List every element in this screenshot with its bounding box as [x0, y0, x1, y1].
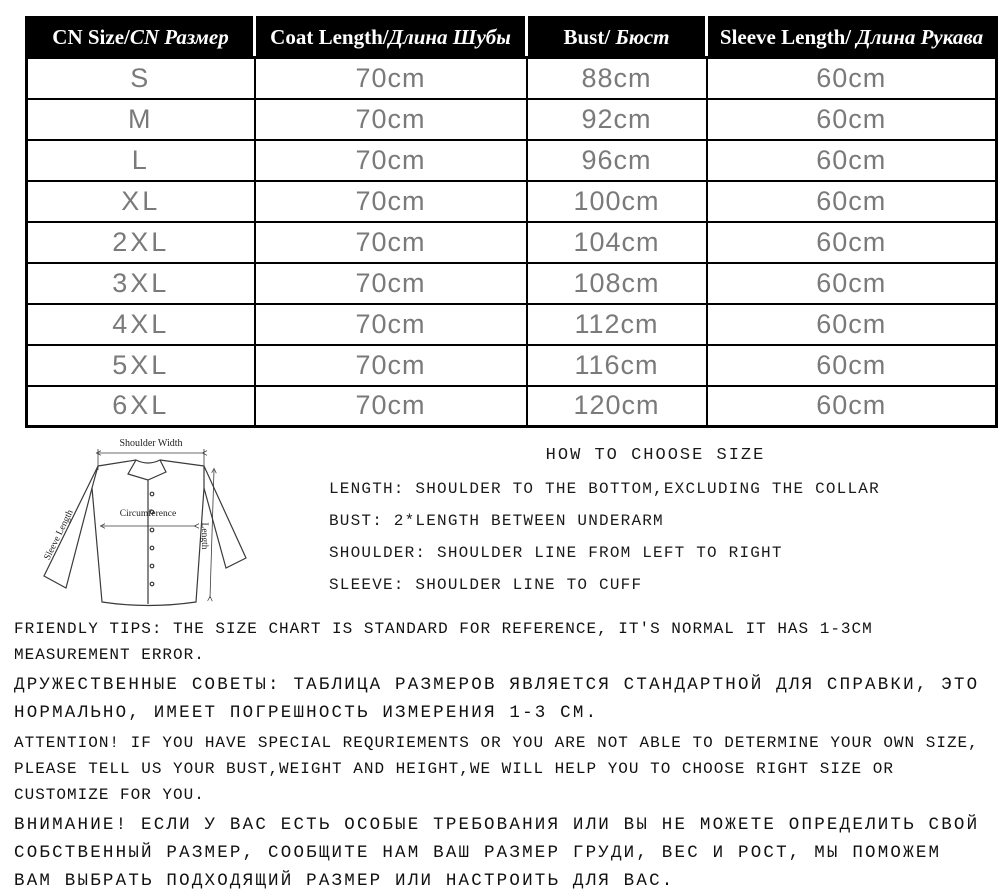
size-cell: L [27, 140, 255, 181]
bust-cell: 116cm [527, 345, 707, 386]
bust-cell: 104cm [527, 222, 707, 263]
table-row [27, 345, 997, 386]
bust-cell: 100cm [527, 181, 707, 222]
coat-length-cell: 70cm [255, 58, 527, 99]
circumference-label: Circumference [119, 509, 177, 519]
sleeve-length-cell: 60cm [707, 304, 997, 345]
coat-length-cell: 70cm [255, 181, 527, 222]
header-cell-size [27, 18, 255, 58]
table-row [27, 181, 997, 222]
sleeve-length-cell: 60cm [707, 345, 997, 386]
size-cell: XL [27, 181, 255, 222]
how-to-line-length: LENGTH: SHOULDER TO THE BOTTOM,EXCLUDING THE COLLAR [329, 480, 880, 498]
sleeve-length-cell: 60cm [707, 99, 997, 140]
size-chart-page [0, 16, 1000, 894]
bust-cell: 112cm [527, 304, 707, 345]
garment-diagram [14, 436, 299, 614]
how-to-line-bust: BUST: 2*LENGTH BETWEEN UNDERARM [329, 512, 664, 530]
table-row [27, 222, 997, 263]
size-cell: 2XL [27, 222, 255, 263]
table-header-row [27, 18, 997, 58]
sleeve-length-cell: 60cm [707, 386, 997, 427]
table-row [27, 386, 997, 427]
header-sleeve-ru: Длина Рукава [856, 25, 984, 49]
header-coat-ru: Длина Шубы [388, 25, 511, 49]
sleeve-length-label: Sleeve Length [42, 508, 76, 562]
bust-cell: 120cm [527, 386, 707, 427]
bust-cell: 88cm [527, 58, 707, 99]
how-to-line-shoulder: SHOULDER: SHOULDER LINE FROM LEFT TO RIGHT [329, 544, 783, 562]
sleeve-length-cell: 60cm [707, 222, 997, 263]
bust-cell: 92cm [527, 99, 707, 140]
length-label: Length [199, 522, 209, 550]
sleeve-length-cell: 60cm [707, 181, 997, 222]
size-cell: 4XL [27, 304, 255, 345]
header-cell-coat-length [255, 18, 527, 58]
header-cell-sleeve-length [707, 18, 997, 58]
note-friendly-tips-ru: ДРУЖЕСТВЕННЫЕ СОВЕТЫ: ТАБЛИЦА РАЗМЕРОВ ЯВЛЯЕТСЯ СТАНДАРТНОЙ ДЛЯ СПРАВКИ, ЭТО НОРМАЛЬНО, ИМЕЕТ ПОГРЕШНОСТЬ ИЗМЕРЕНИЯ 1-3 СМ. [14, 675, 980, 723]
size-cell: 6XL [27, 386, 255, 427]
sleeve-length-cell: 60cm [707, 263, 997, 304]
size-cell: M [27, 99, 255, 140]
table-row [27, 304, 997, 345]
size-table [25, 16, 998, 428]
header-coat-en: Coat Length/ [270, 25, 389, 49]
coat-length-cell: 70cm [255, 263, 527, 304]
how-to-line-sleeve: SLEEVE: SHOULDER LINE TO CUFF [329, 576, 643, 594]
coat-length-cell: 70cm [255, 99, 527, 140]
bust-cell: 108cm [527, 263, 707, 304]
table-row [27, 140, 997, 181]
size-cell: 5XL [27, 345, 255, 386]
header-cell-bust [527, 18, 707, 58]
sleeve-length-cell: 60cm [707, 58, 997, 99]
table-row [27, 263, 997, 304]
table-row [27, 99, 997, 140]
note-friendly-tips: FRIENDLY TIPS: THE SIZE CHART IS STANDARD FOR REFERENCE, IT'S NORMAL IT HAS 1-3CM MEASUREMENT ERROR. [14, 620, 873, 664]
coat-length-cell: 70cm [255, 345, 527, 386]
garment-sketch-svg [14, 436, 284, 614]
coat-length-cell: 70cm [255, 140, 527, 181]
bust-cell: 96cm [527, 140, 707, 181]
middle-section [0, 436, 1000, 614]
coat-length-cell: 70cm [255, 386, 527, 427]
size-cell: 3XL [27, 263, 255, 304]
note-attention-ru: ВНИМАНИЕ! ЕСЛИ У ВАС ЕСТЬ ОСОБЫЕ ТРЕБОВАНИЯ ИЛИ ВЫ НЕ МОЖЕТЕ ОПРЕДЕЛИТЬ СВОЙ СОБСТВЕННЫЙ РАЗМЕР, СООБЩИТЕ НАМ ВАШ РАЗМЕР ГРУДИ, ВЕС И РОСТ, МЫ ПОМОЖЕМ ВАМ ВЫБРАТЬ ПОДХОДЯЩИЙ РАЗМЕР ИЛИ НАСТРОИТЬ ДЛЯ ВАС. [14, 815, 980, 891]
sleeve-length-cell: 60cm [707, 140, 997, 181]
header-bust-en: Bust/ [563, 25, 616, 49]
size-cell: S [27, 58, 255, 99]
header-size-en: CN Size/ [52, 25, 130, 49]
how-to-title: HOW TO CHOOSE SIZE [545, 446, 766, 465]
notes-section [0, 614, 1000, 895]
header-sleeve-en: Sleeve Length/ [719, 25, 857, 49]
note-attention: ATTENTION! IF YOU HAVE SPECIAL REQURIEMENTS OR YOU ARE NOT ABLE TO DETERMINE YOUR OWN SIZE, PLEASE TELL US YOUR BUST,WEIGHT AND HEIGHT,WE WILL HELP YOU TO CHOOSE RIGHT SIZE OR CUSTOMIZE FOR YOU. [14, 734, 979, 804]
header-size-ru: CN Размер [129, 25, 229, 49]
coat-length-cell: 70cm [255, 304, 527, 345]
coat-length-cell: 70cm [255, 222, 527, 263]
shoulder-width-label: Shoulder Width [119, 438, 183, 449]
how-to-choose-section [299, 436, 990, 614]
header-bust-ru: Бюст [615, 25, 670, 49]
table-row [27, 58, 997, 99]
